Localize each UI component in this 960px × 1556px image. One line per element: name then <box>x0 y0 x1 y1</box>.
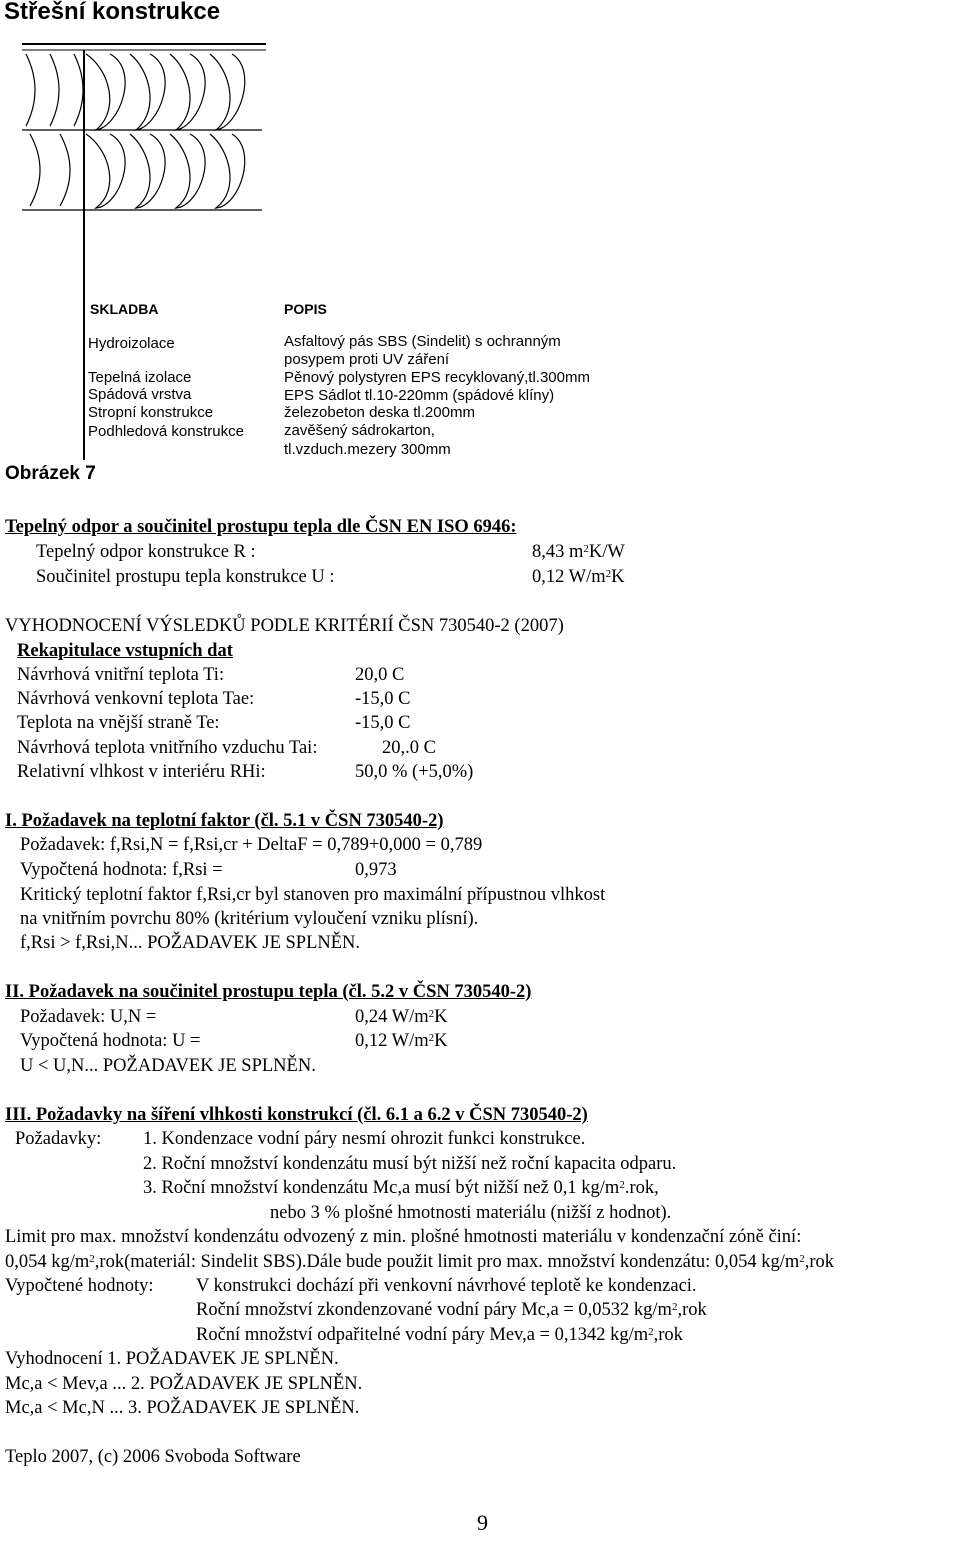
recap-value: 50,0 % (+5,0%) <box>355 762 474 782</box>
popis-header: POPIS <box>284 301 327 317</box>
req1-line: Vypočtená hodnota: f,Rsi = <box>20 860 223 880</box>
skladba-item: Stropní konstrukce <box>88 404 214 421</box>
footer-credit: Teplo 2007, (c) 2006 Svoboda Software <box>5 1447 301 1467</box>
recap-label: Návrhová teplota vnitřního vzduchu Tai: <box>17 738 318 758</box>
req3-label: Požadavky: <box>15 1129 102 1149</box>
skladba-header: SKLADBA <box>90 301 159 317</box>
roof-section-diagram <box>0 30 700 470</box>
req2-line: Vypočtená hodnota: U = <box>20 1031 201 1051</box>
verdict-line: Vyhodnocení 1. POŽADAVEK JE SPLNĚN. <box>5 1349 339 1369</box>
skladba-item: Hydroizolace <box>88 335 175 352</box>
req3-item: 1. Kondenzace vodní páry nesmí ohrozit funkci konstrukce. <box>143 1129 586 1149</box>
thermal-heading: Tepelný odpor a součinitel prostupu tepla dle ČSN EN ISO 6946: <box>5 517 517 537</box>
req1-line: Požadavek: f,Rsi,N = f,Rsi,cr + DeltaF = 0,789+0,000 = 0,789 <box>20 835 483 855</box>
popis-item: Asfaltový pás SBS (Sindelit) s ochranným <box>284 333 561 350</box>
r-value: 8,43 $m^2K/W$ <box>532 542 625 562</box>
calc-label: Vypočtené hodnoty: <box>5 1276 154 1296</box>
req1-heading: I. Požadavek na teplotní faktor (čl. 5.1 v ČSN 730540-2) <box>5 811 444 831</box>
page-number: 9 <box>477 1510 488 1535</box>
popis-item: posypem proti UV záření <box>284 351 450 368</box>
u-label: Součinitel prostupu tepla konstrukce U : <box>36 567 335 587</box>
popis-item: Pěnový polystyren EPS recyklovaný,tl.300mm <box>284 369 590 386</box>
req1-value: 0,973 <box>355 860 397 880</box>
page-title: Střešní konstrukce <box>4 0 221 25</box>
u-value: 0,12 $W/m^2K$ <box>532 567 625 587</box>
verdict-line: Mc,a < Mev,a ... 2. POŽADAVEK JE SPLNĚN. <box>5 1374 363 1394</box>
insulation-pattern <box>22 54 262 210</box>
recap-value: -15,0 C <box>355 689 411 709</box>
limit-line: Limit pro max. množství kondenzátu odvozený z min. plošné hmotnosti materiálu v kondenzační zóně činí: <box>5 1227 802 1247</box>
calc-line: V konstrukci dochází při venkovní návrhové teplotě ke kondenzaci. <box>196 1276 697 1296</box>
evaluation-heading: VYHODNOCENÍ VÝSLEDKŮ PODLE KRITÉRIÍ ČSN 730540-2 (2007) <box>5 616 564 636</box>
req1-line: Kritický teplotní faktor f,Rsi,cr byl stanoven pro maximální přípustnou vlhkost <box>20 885 606 905</box>
r-label: Tepelný odpor konstrukce R : <box>36 542 256 562</box>
popis-item: tl.vzduch.mezery 300mm <box>284 441 451 458</box>
recap-value: -15,0 C <box>355 713 411 733</box>
req3-item: 3. Roční množství kondenzátu Mc,a musí být nižší než 0,1 $kg/m^2.rok$, <box>143 1178 659 1198</box>
req1-line: na vnitřním povrchu 80% (kritérium vyloučení vzniku plísní). <box>20 909 479 929</box>
popis-item: EPS Sádlot tl.10-220mm (spádové klíny) <box>284 387 555 404</box>
req3-item: nebo 3 % plošné hmotnosti materiálu (nižší z hodnot). <box>270 1203 672 1223</box>
req3-item: 2. Roční množství kondenzátu musí být nižší než roční kapacita odparu. <box>143 1154 677 1174</box>
req2-line: Požadavek: U,N = <box>20 1007 157 1027</box>
req2-result: U < U,N... POŽADAVEK JE SPLNĚN. <box>20 1056 316 1076</box>
figure-caption: Obrázek 7 <box>5 463 96 484</box>
verdict-line: Mc,a < Mc,N ... 3. POŽADAVEK JE SPLNĚN. <box>5 1398 360 1418</box>
recap-label: Návrhová venkovní teplota Tae: <box>17 689 255 709</box>
recap-label: Návrhová vnitřní teplota Ti: <box>17 665 225 685</box>
req2-value: 0,12 $W/m^2K$ <box>355 1031 448 1051</box>
roof-edge-hatch <box>22 44 266 50</box>
calc-line: Roční množství odpařitelné vodní páry Mev,a = 0,1342 $kg/m^2,rok$ <box>196 1325 683 1345</box>
skladba-item: Spádová vrstva <box>88 386 192 403</box>
req3-heading: III. Požadavky na šíření vlhkosti konstrukcí (čl. 6.1 a 6.2 v ČSN 730540-2) <box>5 1105 588 1125</box>
recap-label: Teplota na vnější straně Te: <box>17 713 220 733</box>
limit-line: 0,054 $kg/m^2,rok(materiál$: Sindelit SBS).Dále bude použit limit pro max. množství kondenzátu: 0,054 $kg/m^2,rok$ <box>5 1252 835 1272</box>
skladba-item: Podhledová konstrukce <box>88 423 244 440</box>
popis-item: zavěšený sádrokarton, <box>284 422 435 439</box>
popis-item: železobeton deska tl.200mm <box>284 404 475 421</box>
recap-value: 20,0 C <box>355 665 405 685</box>
calc-line: Roční množství zkondenzované vodní páry Mc,a = 0,0532 $kg/m^2,rok$ <box>196 1300 707 1320</box>
recap-value: 20,.0 C <box>382 738 436 758</box>
recap-label: Relativní vlhkost v interiéru RHi: <box>17 762 266 782</box>
req2-value: 0,24 $W/m^2K$ <box>355 1007 448 1027</box>
req2-heading: II. Požadavek na součinitel prostupu tepla (čl. 5.2 v ČSN 730540-2) <box>5 982 532 1002</box>
recap-heading: Rekapitulace vstupních dat <box>17 641 233 661</box>
skladba-item: Tepelná izolace <box>88 369 192 386</box>
req1-result: f,Rsi > f,Rsi,N... POŽADAVEK JE SPLNĚN. <box>20 933 361 953</box>
